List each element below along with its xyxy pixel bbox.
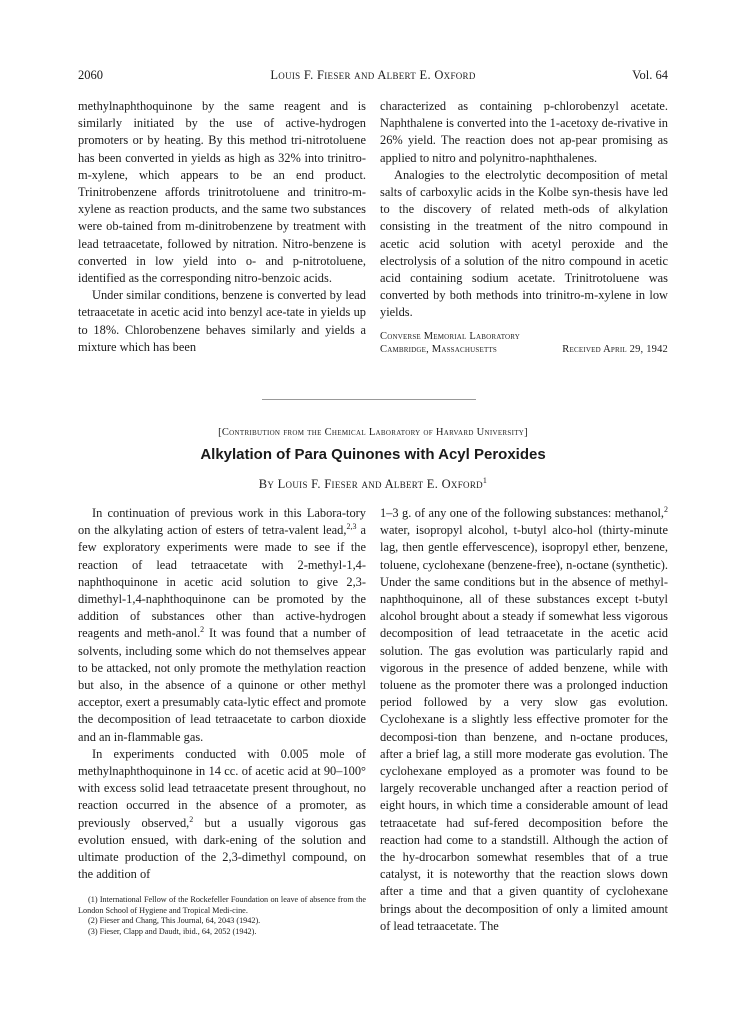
lab-name: Converse Memorial Laboratory (380, 330, 521, 342)
article-title: Alkylation of Para Quinones with Acyl Peroxides (200, 446, 546, 463)
byline-footnote-mark: 1 (482, 475, 488, 485)
paragraph: In continuation of previous work in this Labora-tory on the alkylating action of esters of tetra-valent lead,$^{2,3}$ a few exploratory experiments were made to see if the reaction of lead tetraacetate with 2-methyl-1,4-naphthoquinone in acetic acid solution to give 2,3-dimethyl-1,4-naphthoquinone can be promoted by the addition of substances other than active-hydrogen reagents and meth-anol.$^2$ It was found that a number of solvents, including some which do not themselves appear to be attacked, not only promote the methylation reaction but also, in the absence of a quinone or other methyl acceptor, exert a presumably cata-lytic effect and promote the decomposition of lead tetraacetate to carbon dioxide and an in-flammable gas. (78, 506, 366, 744)
section-divider (262, 399, 476, 402)
footnote: (3) Fieser, Clapp and Daudt, ibid., 64, 2052 (1942). (88, 926, 257, 936)
footnote-ref: 2 (189, 814, 194, 824)
byline (78, 476, 668, 492)
footnote-ref: 2 (200, 625, 205, 635)
byline-text: By Louis F. Fieser and Albert E. Oxford (258, 477, 483, 491)
received-date: Received April 29, 1942 (562, 343, 668, 355)
footnotes (78, 895, 366, 937)
paragraph: In experiments conducted with 0.005 mole of methylnaphthoquinone in 14 cc. of acetic acid at 90–100° with excess solid lead tetraacetate present throughout, no reaction occurred in the absence of a promoter, as previously observed,$^2$ but a usually vigorous gas evolution ensued, with dark-ening of the solution and ultimate production of the 2,3-dimethyl compound, on the addition of (78, 746, 367, 882)
bottom-right-column (380, 505, 668, 935)
paragraph: 1–3 g. of any one of the following substances: methanol,$^2$ water, isopropyl alcohol, t-butyl alco-hol (thirty-minute lag, then gentle effervescence), isopropyl ether, benzene, toluene, cyclohexane (benzene-free), n-octane (synthetic). Under the same conditions but in the absence of methyl-naphthoquinone, all of these substances except t-butyl alcohol brought about a steady if somewhat less vigorous decomposition of lead tetraacetate in the acetic acid solution. The gas evolution was particularly rapid and vigorous in the presence of added benzene, while with toluene as the promoter there was a prolonged induction period followed by a very slow gas evolution. Cyclohexane is a slightly less effective promoter for the decomposi-tion than benzene, and n-octane produces, after a brief lag, a still more moderate gas evolution. The cyclohexane employed as a promoter was found to be largely recoverable unchanged after a reaction period of eight hours, in which time a considerable amount of lead tetraacetate had suf-fered decomposition before the reaction had come to a standstill. Although the action of the hy-drocarbon somewhat resembles that of a true catalyst, it is noteworthy that the reaction slows down after a time and that a given quantity of cyclohexane brings about the decomposition of only a limited amount of lead tetraacetate. The (380, 504, 668, 933)
lab-address (380, 330, 668, 356)
running-title: Louis F. Fieser and Albert E. Oxford (270, 68, 476, 82)
footnote: (2) Fieser and Chang, This Journal, 64, 2043 (1942). (88, 916, 261, 926)
paragraph: Under similar conditions, benzene is converted by lead tetraacetate in acetic acid into benzyl ace-tate in yields up to 18%. Chlorobenzene behaves similarly and yields a mixture which has been (78, 288, 366, 354)
page-header (78, 67, 668, 83)
paragraph: methylnaphthoquinone by the same reagent and is similarly initiated by the use of active-hydrogen promoters or by heating. By this method tri-nitrotoluene has been converted in yields as high as 32% into trinitro-m-xylene, which appears to be an end product. Trinitrobenzene affords trinitrotoluene and trinitro-m-xylene as reaction products, and the same two substances were ob-tained from m-dinitrobenzene by treatment with lead tetraacetate, followed by nitration. Nitro-benzene is converted in low yield into o- and p-nitrotoluene, identified as the corresponding nitro-benzoic acids. (78, 99, 366, 286)
footnote-ref: 2 (664, 504, 668, 514)
page-number: 2060 (78, 68, 103, 82)
top-right-column (380, 98, 668, 356)
top-left-column (78, 98, 366, 356)
footnote-ref: 2,3 (346, 522, 357, 532)
contribution-line: [Contribution from the Chemical Laboratory of Harvard University] (218, 427, 528, 438)
footnote: (1) International Fellow of the Rockefeller Foundation on leave of absence from the London School of Hygiene and Tropical Medi-cine. (78, 895, 366, 915)
bottom-left-column (78, 505, 366, 937)
lab-city: Cambridge, Massachusetts (380, 343, 498, 355)
paragraph: characterized as containing p-chlorobenzyl acetate. Naphthalene is converted into the 1-acetoxy de-rivative in 26% yield. The reaction does not ap-pear promising as applied to nitro and polynitro-naphthalenes. (380, 99, 668, 165)
paragraph: Analogies to the electrolytic decomposition of metal salts of carboxylic acids in the Kolbe syn-thesis have led to the discovery of related meth-ods of alkylation consisting in the treatment of the nitro compound in acetic acid solution with acetyl peroxide and the electrolysis of a solution of the nitro compound in acetic acid containing sodium acetate. Trinitrotoluene was converted by both methods into trinitro-m-xylene in low yields. (380, 167, 668, 320)
volume-label: Vol. 64 (632, 68, 668, 82)
